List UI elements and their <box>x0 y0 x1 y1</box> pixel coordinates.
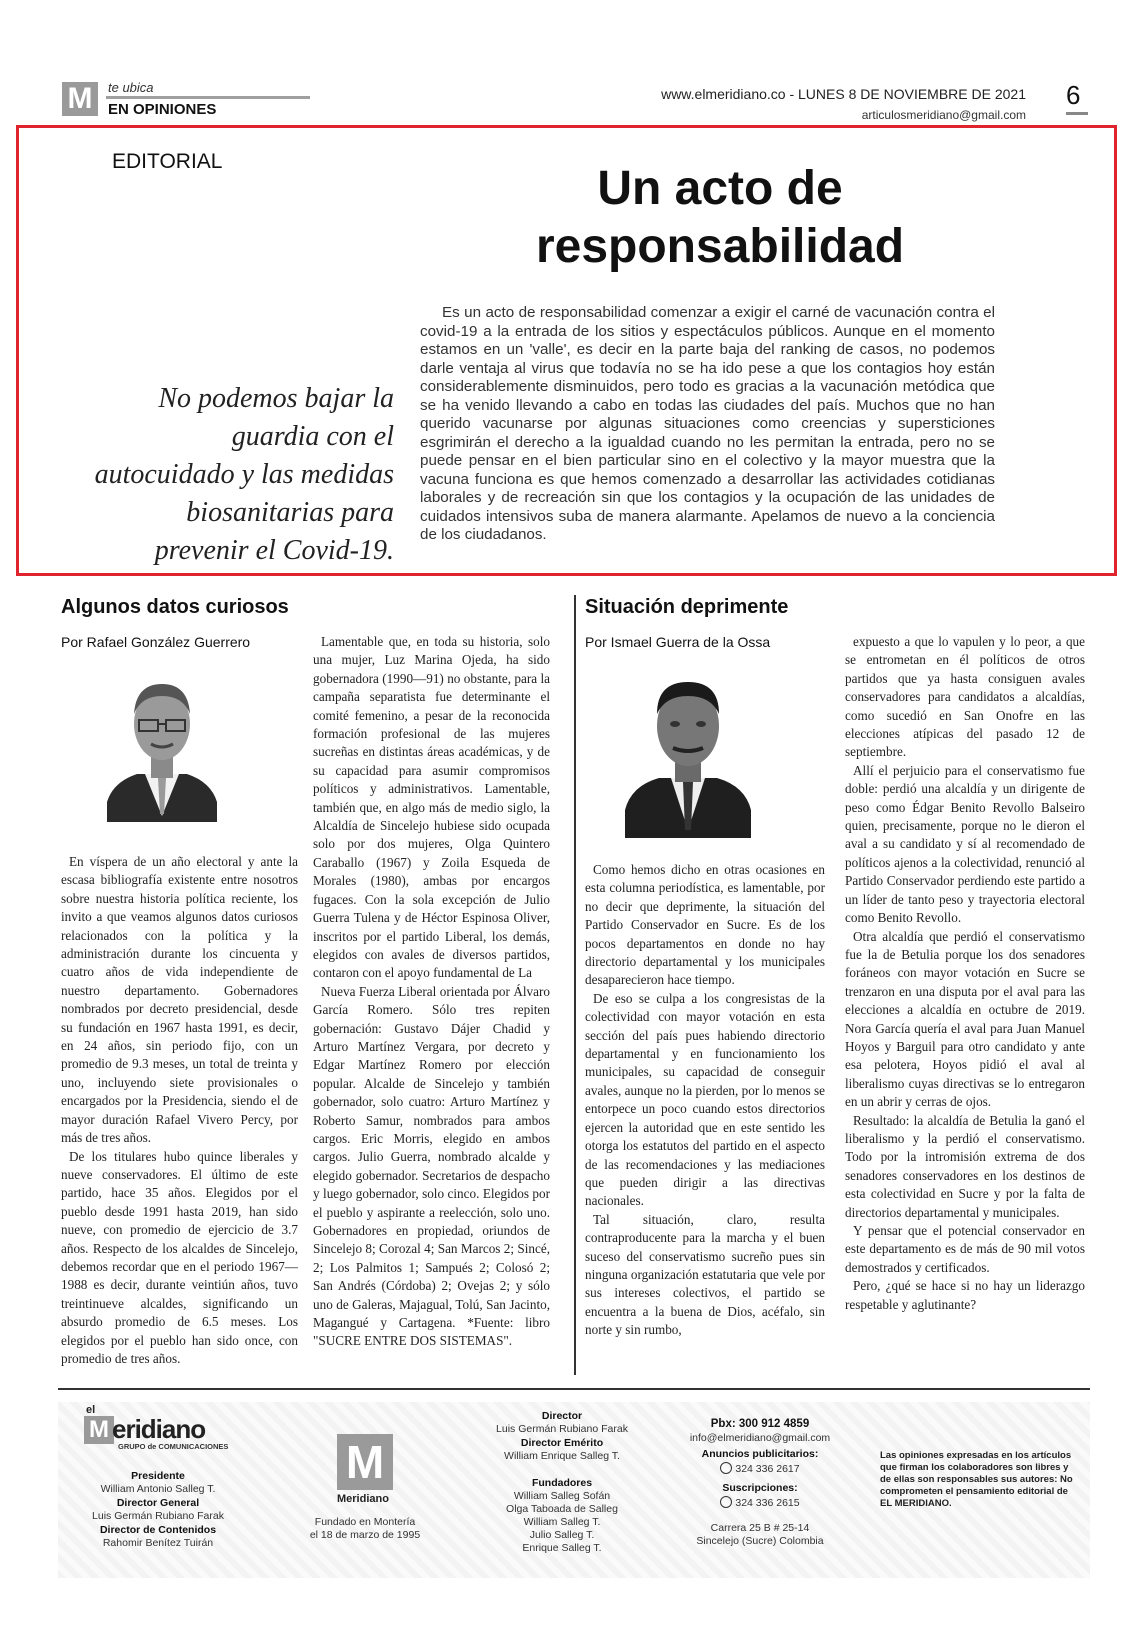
presidente-name: William Antonio Salleg T. <box>100 1483 216 1495</box>
author-portrait-rafael <box>103 674 221 822</box>
editorial-body: Es un acto de responsabilidad comenzar a exigir el carné de vacunación contra el covid-19 a la entrada de los sitios y espectáculos públicos. Aunque en el momento estamos en un 'valle', es decir en la parte baja del ranking de casos, no podemos darle ventaja al virus que todavía no se ha ido pese a que los contagios hoy están considerablemente disminuidos, pero todo es gracias a la vacunación metódica que se ha venido llevando a cabo en todas las ciudades del país. Muchos que no han querido vacunarse por algunas situaciones como creencias y supersticiones esgrimirán el derecho a la igualdad cuando no les permitan la entrada, pero no se puede pensar en el bien particular sino en el colectivo y la mayor muestra que la vacuna funciona es que hemos comenzado a desarrollar las actividades cotidianas laborales y de recreación sin que los contagios y la ocupación de las unidades de cuidados intensivos suba de manera alarmante. Apelamos de nuevo a la conciencia de los ciudadanos. <box>420 304 995 543</box>
meridiano-emblem-logo: M <box>337 1434 393 1490</box>
paragraph: Como hemos dicho en otras ocasiones en esta columna periodística, es lamentable, por no decir que deprimente, la situación del Partido Conservador en Sucre. Es de los pocos departamentos en donde no hay directorio departamental y los municipales desaparecieron hace tiempo. <box>585 862 825 988</box>
suscripciones-contact <box>660 1496 860 1509</box>
editorial-title-line1: Un acto de <box>597 162 843 215</box>
paragraph: Pero, ¿qué se hace si no hay un liderazgo respetable y aglutinante? <box>845 1278 1085 1312</box>
pbx-number: Pbx: 300 912 4859 <box>710 1418 810 1430</box>
founded-line2: el 18 de marzo de 1995 <box>309 1529 421 1541</box>
founded-line1: Fundado en Montería <box>314 1516 416 1528</box>
brand-subtitle: GRUPO de COMUNICACIONES <box>118 1442 229 1451</box>
anuncios-contact <box>660 1462 860 1475</box>
left-column-text-b <box>313 633 550 1351</box>
meridiano-emblem-name: Meridiano <box>337 1493 389 1505</box>
right-column-byline: Por Ismael Guerra de la Ossa <box>585 634 771 650</box>
paragraph: Nueva Fuerza Liberal orientada por Álvaro García Romero. Sólo tres repiten gobernación: Gustavo Dájer Chadid y Arturo Martínez Vergara, por decreto y Edgar Martínez Romero por elección popular. Alcalde de Sincelejo y también gobernador, solo cuatro: Arturo Martínez y Roberto Samur, nombrados para ambos cargos. Eric Morris, elegido en ambos cargos. Julio Guerra, nombrado alcalde y elegido gobernador. Secretarios de despacho y luego gobernador, solo cinco. Elegidos por el pueblo y aspirante a reelección, solo uno. Gobernadores en propiedad, oriundos de Sincelejo 8; Corozal 4; San Marcos 2; Sincé, 2; Los Palmitos 1; Sampués 2; Colosó 2; San Andrés (Córdoba) 2; Ovejas 2; y sólo uno de Galeras, Majagual, Tolú, San Jacinto, Magangué y Cartagena. *Fuente: libro "SUCRE ENTRE DOS SISTEMAS". <box>313 983 550 1349</box>
address-line1: Carrera 25 B # 25-14 <box>710 1522 810 1534</box>
fundador: Julio Salleg T. <box>529 1529 595 1541</box>
fundadores-label: Fundadores <box>531 1477 593 1489</box>
paragraph: expuesto a que lo vapulen y lo peor, a que se entrometan en él políticos de otros partidos que ya hasta consiguen avales conservadores para candidatos a alcaldías, como sucedió en San Onofre en las elecciones atípicas del pasado 12 de septiembre. <box>845 634 1085 760</box>
page-number: 6 <box>1066 80 1081 110</box>
author-portrait-ismael <box>625 670 751 838</box>
director-general-name: Luis Germán Rubiano Farak <box>92 1510 224 1522</box>
paragraph: Allí el perjuicio para el conservatismo fue doble: perdió una alcaldía y un dirigente de peso como Édgar Benito Revollo Balseiro quien, precisamente, porque no le dieron el aval a su candidato y sí al recomendado de políticos ajenos a la colectividad, renunció al Partido Conservador perdiendo este partido a un líder de tanto peso y trayectoria electoral como Benito Revollo. <box>845 762 1085 926</box>
editorial-pull-quote: No podemos bajar la guardia con el autocuidado y las medidas biosanitarias para prevenir el Covid-19. <box>94 383 394 566</box>
column-divider <box>574 595 576 1375</box>
fundador: Enrique Salleg T. <box>522 1542 602 1554</box>
anuncios-label: Anuncios publicitarios: <box>701 1448 819 1460</box>
fundador: William Salleg T. <box>523 1516 601 1528</box>
director-contenidos-name: Rahomir Benítez Tuirán <box>102 1537 214 1549</box>
left-column-byline: Por Rafael González Guerrero <box>61 634 251 650</box>
brand-name: eridiano <box>112 1414 206 1444</box>
address-line2: Sincelejo (Sucre) Colombia <box>696 1535 824 1547</box>
paragraph: Tal situación, claro, resulta contraproducente para la marcha y el buen suceso del conservatismo sucreño pues sin ninguna organización estatutaria que vele por sus intereses colectivos, el partido se encuentra a la buena de Dios, acéfalo, sin norte y sin rumbo, <box>585 1211 825 1338</box>
paragraph: De eso se culpa a los congresistas de la colectividad con mayor votación en esta sección del país pues habiendo directorio departamental y en funcionamiento los municipales, su capacidad de conseguir avales, aunque no la pierden, por lo menos se entorpece un poco cuando estos directorios ejercen la autoridad que en este sentido les otorga los estatutos del partido en el aspecto de las recomendaciones y las mediaciones que pueden dirigir a las directivas nacionales. <box>585 990 825 1209</box>
editorial-label: EDITORIAL <box>112 150 223 173</box>
paragraph: De los titulares hubo quince liberales y nueve conservadores. El último de este partido, hace 35 años. Elegidos por el pueblo desde 1991 hasta 2019, han sido nueve, con promedio de ejercicio de 3.7 años. Respecto de los alcaldes de Sincelejo, debemos recordar que en el periodo 1967—1988 es decir, durante veintiún años, tuvo treintinueve alcaldes, significando un absurdo promedio de 6.5 meses. Los elegidos por el pueblo han sido once, con promedio de tres años. <box>61 1148 298 1366</box>
footer-rule <box>58 1388 1090 1390</box>
paragraph: Lamentable que, en toda su historia, solo una mujer, Luz Marina Ojeda, ha sido gobernadora (1990—91) no obstante, para la campaña separatista fue determinante el comité femenino, a pesar de la reconocida formación profesional de las mujeres sucreñas en distintas áreas académicas, y de su capacidad para asumir compromisos políticos y administrativos. Lamentable, también que, en algo más de medio siglo, la Alcaldía de Sincelejo hubiese sido ocupada solo por dos mujeres, Olga Quintero Caraballo (1967) y Zoila Esqueda de Morales (1980), ambas por encargos fugaces. Con la sola excepción de Julio Guerra Tulena y de Héctor Espinosa Oliver, inscritos por el partido Liberal, los demás, elegidos con avales de diversos partidos, contaron con el apoyo fundamental de La <box>313 634 550 981</box>
header-email: articulosmeridiano@gmail.com <box>861 108 1026 122</box>
fundador: Olga Taboada de Salleg <box>506 1503 618 1515</box>
paragraph: Y pensar que el potencial conservador en este departamento es de más de 90 mil votos demostrados y certificados. <box>845 1223 1085 1275</box>
director-contenidos-label: Director de Contenidos <box>99 1524 217 1536</box>
whatsapp-icon <box>720 1496 732 1508</box>
section-title: EN OPINIONES <box>108 101 217 118</box>
right-column-text-b <box>845 633 1085 1314</box>
director-general-label: Director General <box>116 1497 200 1509</box>
editorial-title <box>440 160 1000 276</box>
dateline: www.elmeridiano.co - LUNES 8 DE NOVIEMBRE DE 2021 <box>661 86 1026 102</box>
info-email: info@elmeridiano@gmail.com <box>689 1432 831 1444</box>
header-tagline: te ubica <box>108 80 154 95</box>
director-label: Director <box>541 1410 583 1422</box>
fundador: William Salleg Sofán <box>513 1490 611 1502</box>
header-rule <box>106 96 310 99</box>
editorial-title-line2: responsabilidad <box>535 220 905 273</box>
director-name: Luis Germán Rubiano Farak <box>496 1423 628 1435</box>
page-number-rule <box>1066 112 1088 115</box>
suscripciones-phone: 324 336 2615 <box>735 1497 800 1509</box>
right-column-title: Situación deprimente <box>585 596 789 618</box>
director-emerito-name: William Enrique Salleg T. <box>504 1450 620 1462</box>
paragraph: En víspera de un año electoral y ante la escasa bibliografía existente entre nosotros sobre nuestra historia política reciente, los invito a que veamos algunos datos curiosos relacionados con la política y la administración durante los cincuenta y cuatro años de vida independiente de nuestro departamento. Gobernadores nombrados por decreto presidencial, desde su fundación en 1967 hasta 1991, es decir, en 24 años, sin periodo fijo, con un promedio de 9.3 meses, un total de treinta y uno, incluyendo siete provisionales o encargados por la Presidencia, siendo el de mayor duración Rafael Vivero Percy, por más de tres años. <box>61 854 298 1146</box>
suscripciones-label: Suscripciones: <box>722 1482 798 1494</box>
director-emerito-label: Director Emérito <box>520 1437 604 1449</box>
disclaimer-note: Las opiniones expresadas en los artículos que firman los colaboradores son libres y de ellas son responsables sus autores: No comprometen el pensamiento editorial de EL MERIDIANO. <box>880 1450 1073 1509</box>
brand-prefix: el <box>86 1404 96 1416</box>
left-column-title: Algunos datos curiosos <box>61 596 289 618</box>
presidente-label: Presidente <box>131 1470 185 1482</box>
brand-logo: M <box>84 1416 114 1444</box>
paragraph: Resultado: la alcaldía de Betulia la ganó el liberalismo y la perdió el conservatismo. Todo por la intromisión extrema de dos senadores conservadores en los destinos de esta colectividad en Sucre y por la falta de directorios departamental y municipales. <box>845 1112 1085 1220</box>
meridiano-logo: M <box>62 82 98 116</box>
anuncios-phone: 324 336 2617 <box>735 1463 800 1475</box>
left-column-text-a <box>61 853 298 1368</box>
right-column-text-a <box>585 861 825 1340</box>
paragraph: Otra alcaldía que perdió el conservatismo fue la de Betulia porque los dos senadores foráneos con mayor votación en Sucre se trenzaron en una disputa por el aval para las elecciones a alcaldía en octubre de 2019. Nora García quería el aval para Juan Manuel Hoyos y Barguil para otro candidato y ante esa pelotera, Hoyos pidió el aval al liberalismo cuyas directivas se lo entregaron en un abrir y cerras de ojos. <box>845 928 1085 1110</box>
whatsapp-icon <box>720 1462 732 1474</box>
